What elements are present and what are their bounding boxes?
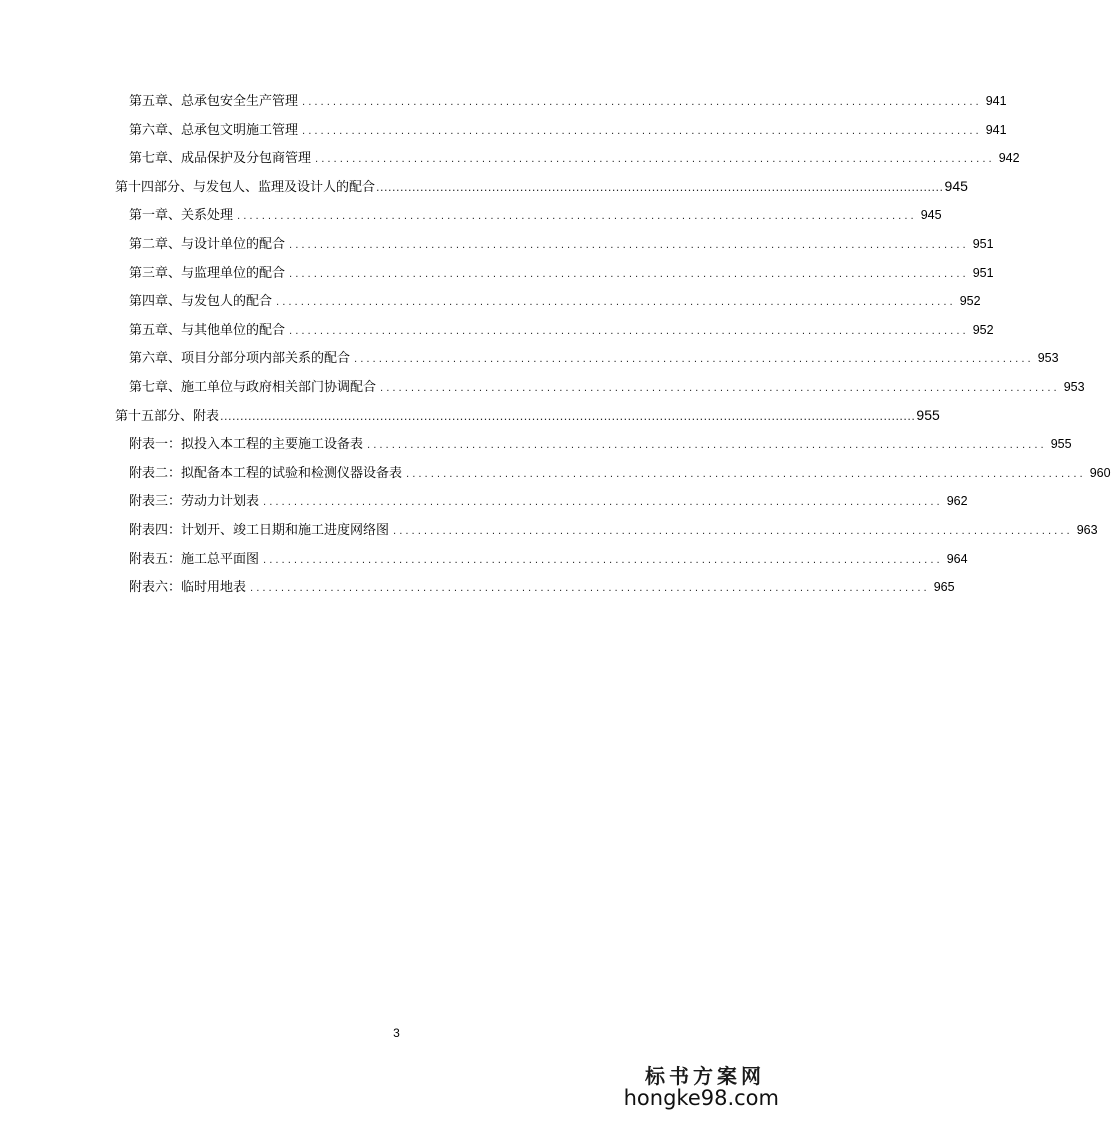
toc-dot-leader: .............................................................................................................. <box>250 583 930 595</box>
toc-dot-leader: .............................................................................................................. <box>406 468 1086 480</box>
toc-entry-page: 965 <box>933 580 955 595</box>
toc-dot-leader: .............................................................................................................. <box>289 239 969 251</box>
toc-entry-label: 第七章、施工单位与政府相关部门协调配合 <box>129 379 377 395</box>
toc-dot-leader: .............................................................................................................. <box>315 154 995 166</box>
toc-part-entry[interactable] <box>115 176 968 205</box>
watermark-url: hongke98.com <box>623 1085 779 1110</box>
toc-dot-leader: .............................................................................................................. <box>263 554 943 566</box>
toc-entry[interactable] <box>115 147 1020 176</box>
toc-entry-page: 951 <box>972 265 994 280</box>
toc-entry-label: 第六章、总承包文明施工管理 <box>129 122 299 138</box>
toc-entry-label: 附表四：计划开、竣工日期和施工进度网络图 <box>129 522 390 538</box>
toc-entry[interactable] <box>115 376 1085 405</box>
toc-dot-leader: .............................................................................................................. <box>263 497 943 509</box>
toc-dot-leader: .............................................................................................................. <box>302 97 982 108</box>
toc-entry-label: 第三章、与监理单位的配合 <box>129 265 286 281</box>
toc-entry[interactable] <box>115 119 1007 148</box>
toc-entry-label: 第五章、与其他单位的配合 <box>129 322 286 338</box>
toc-entry-label: 第五章、总承包安全生产管理 <box>129 94 299 109</box>
toc-entry-page: 942 <box>998 151 1020 166</box>
page-number: 3 <box>393 1026 400 1040</box>
toc-entry[interactable] <box>115 490 968 519</box>
toc-entry-page: 962 <box>946 494 968 509</box>
watermark-name: 标书方案网 <box>645 1063 765 1088</box>
toc-entry-label: 第一章、关系处理 <box>129 208 234 224</box>
toc-entry-label: 附表六：临时用地表 <box>129 580 247 596</box>
toc-entry[interactable] <box>115 290 981 319</box>
toc-dot-leader: .............................................................................................................. <box>289 268 969 280</box>
toc-entry[interactable] <box>115 233 994 262</box>
toc-entry-label: 第七章、成品保护及分包商管理 <box>129 151 312 167</box>
toc-entry-label: 附表二：拟配备本工程的试验和检测仪器设备表 <box>129 465 403 481</box>
toc-entry[interactable] <box>115 262 994 291</box>
toc-entry-label: 第二章、与设计单位的配合 <box>129 236 286 252</box>
toc-dot-leader: .............................................................................................................. <box>276 297 956 309</box>
toc-entry-label: 附表一：拟投入本工程的主要施工设备表 <box>129 437 364 453</box>
toc-entry-page: 955 <box>916 406 940 423</box>
toc-entry-page: 955 <box>1050 437 1072 452</box>
toc-entry[interactable] <box>115 462 1111 491</box>
toc-entry-page: 963 <box>1076 522 1098 537</box>
toc-entry[interactable] <box>115 548 968 577</box>
toc-entry-page: 941 <box>985 122 1007 137</box>
toc-entry-page: 941 <box>985 94 1007 108</box>
toc-entry-page: 952 <box>972 322 994 337</box>
toc-entry-page: 952 <box>959 294 981 309</box>
toc-dot-leader: .............................................................................................................. <box>380 382 1060 394</box>
toc-entry[interactable] <box>115 347 1059 376</box>
toc-entry-label: 第十五部分、附表 <box>115 408 220 424</box>
toc-entry-label: 第十四部分、与发包人、监理及设计人的配合 <box>115 179 376 195</box>
toc-entry-page: 945 <box>920 208 942 223</box>
toc-dot-leader: .............................................................................................................. <box>237 211 917 223</box>
toc-dot-leader: .............................................................................................................. <box>289 325 969 337</box>
watermark-logo <box>624 1065 779 1110</box>
toc-entry[interactable] <box>115 90 1007 119</box>
table-of-contents <box>115 90 1111 605</box>
toc-entry-page: 960 <box>1089 465 1111 480</box>
toc-entry[interactable] <box>115 319 994 348</box>
toc-entry-page: 953 <box>1063 379 1085 394</box>
toc-entry-label: 附表五：施工总平面图 <box>129 551 260 567</box>
toc-entry-label: 第四章、与发包人的配合 <box>129 294 273 310</box>
toc-entry[interactable] <box>115 433 1072 462</box>
toc-part-entry[interactable] <box>115 405 940 434</box>
toc-entry-label: 第六章、项目分部分项内部关系的配合 <box>129 351 351 367</box>
toc-dot-leader: .............................................................................................................................................. <box>376 180 944 194</box>
toc-dot-leader: .............................................................................................................. <box>302 125 982 137</box>
toc-entry[interactable] <box>115 576 955 605</box>
toc-dot-leader: .............................................................................................................. <box>367 440 1047 452</box>
toc-dot-leader: .............................................................................................................. <box>393 525 1073 537</box>
toc-entry-label: 附表三：劳动力计划表 <box>129 494 260 510</box>
toc-dot-leader: .............................................................................................................................................................................. <box>220 409 916 423</box>
toc-entry-page: 964 <box>946 551 968 566</box>
toc-entry[interactable] <box>115 519 1098 548</box>
toc-dot-leader: .............................................................................................................. <box>354 354 1034 366</box>
toc-entry-page: 953 <box>1037 351 1059 366</box>
toc-entry-page: 945 <box>944 177 968 194</box>
toc-entry[interactable] <box>115 204 942 233</box>
toc-entry-page: 951 <box>972 236 994 251</box>
